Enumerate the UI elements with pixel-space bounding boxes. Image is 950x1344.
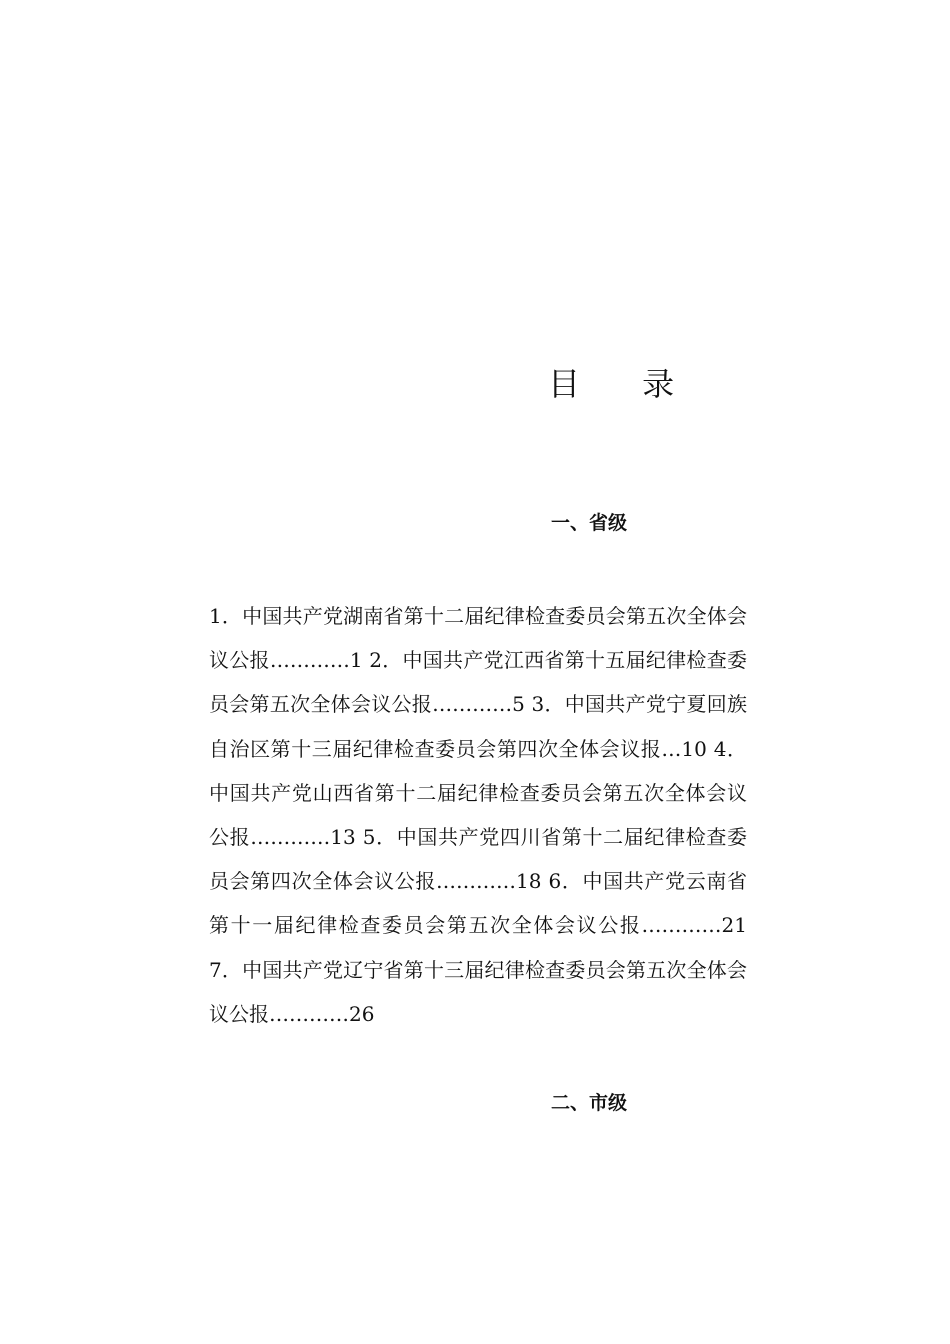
- section-heading-municipal: 二、市级: [551, 1092, 628, 1114]
- toc-entries-provincial: 1．中国共产党湖南省第十二届纪律检查委员会第五次全体会议公报…………1 2．中国共产党江西省第十五届纪律检查委员会第五次全体会议公报…………5 3．中国共产党宁夏回族自治区第十三届纪律检查委员会第四次全体会议报…10 4．中国共产党山西省第十二届纪律检查委员会第五次全体会议公报…………13 5．中国共产党四川省第十二届纪律检查委员会第四次全体会议公报…………18 6．中国共产党云南省第十一届纪律检查委员会第五次全体会议公报…………21 7．中国共产党辽宁省第十三届纪律检查委员会第五次全体会议公报…………26: [209, 604, 747, 1026]
- page-title: 目 录: [548, 365, 701, 403]
- section-heading-provincial: 一、省级: [551, 512, 628, 534]
